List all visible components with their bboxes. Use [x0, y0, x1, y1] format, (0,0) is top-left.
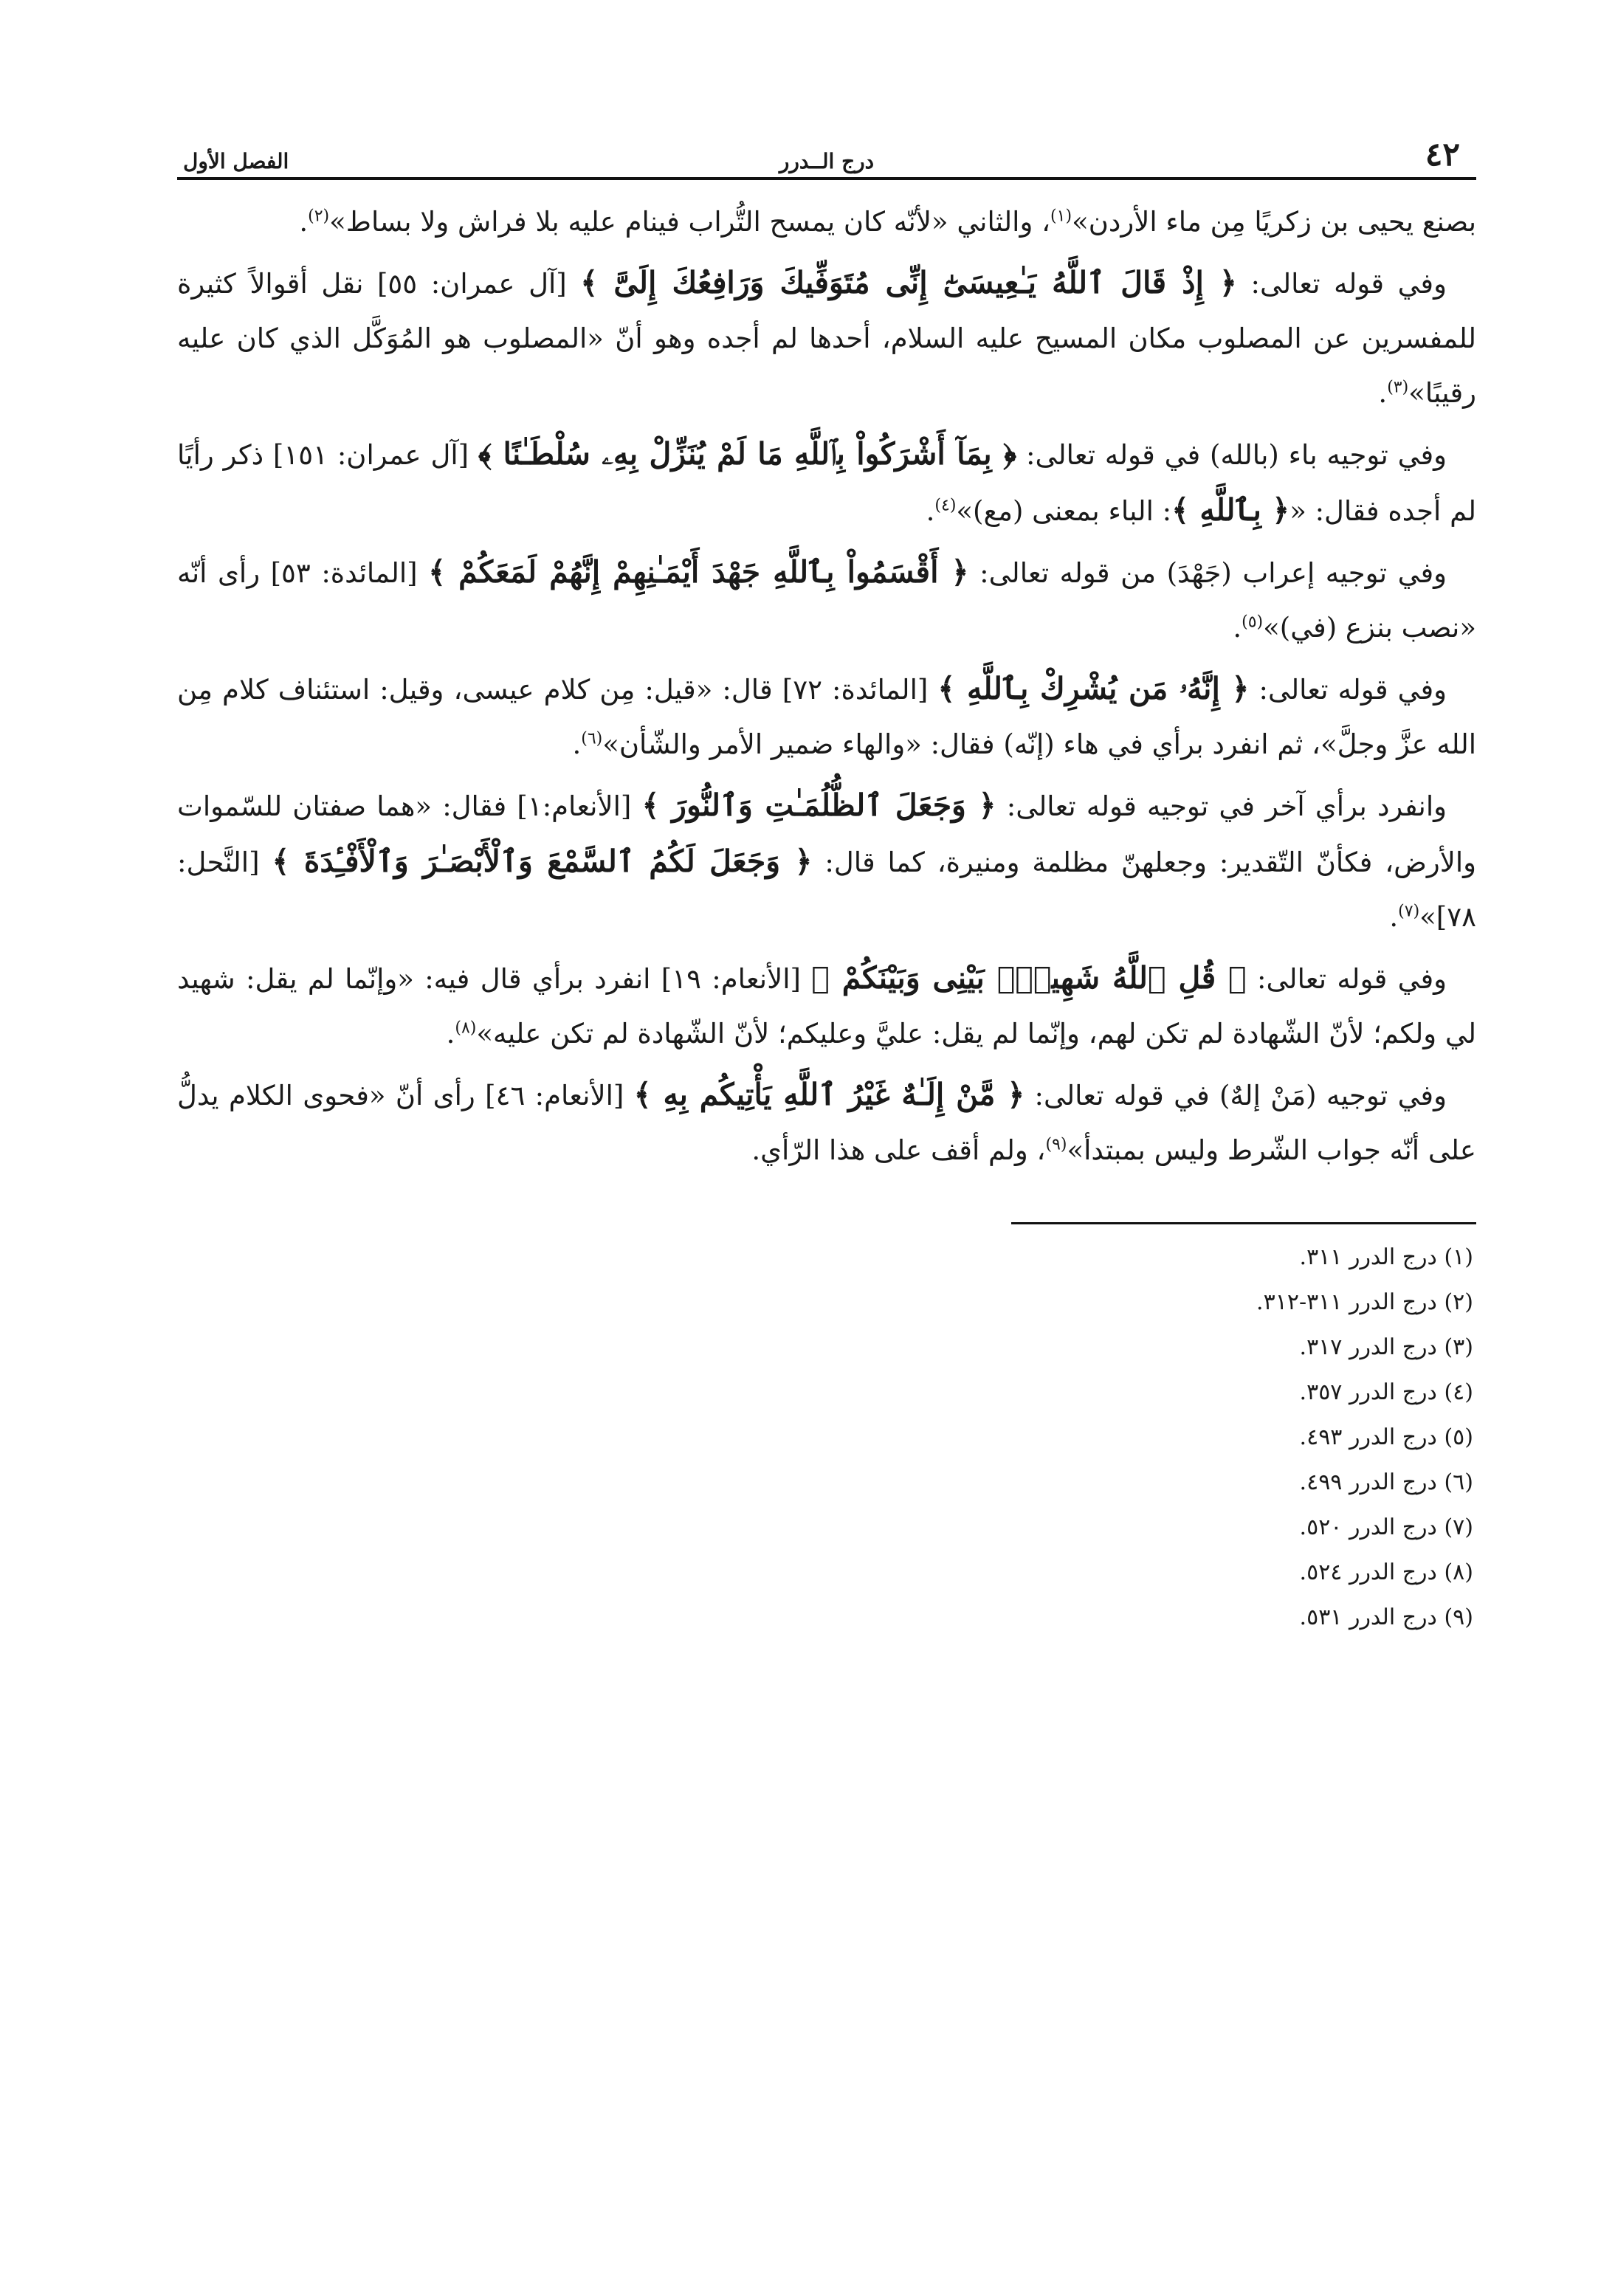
- text-run: .: [1389, 901, 1399, 933]
- quran-verse: ﴿ وَجَعَلَ ٱلظُّلُمَـٰتِ وَٱلنُّورَ ﴾: [641, 787, 996, 823]
- footnote: (٩) درج الدرر ٥٣١.: [1299, 1604, 1473, 1630]
- footnote-marker: (٤): [934, 496, 957, 515]
- footnotes: [177, 1235, 1476, 1640]
- footnote: (٥) درج الدرر ٤٩٣.: [1299, 1424, 1473, 1450]
- quran-verse: ﴿ أَقْسَمُواْ بِٱللَّهِ جَهْدَ أَيْمَـٰنِهِمْ إِنَّهُمْ لَمَعَكُمْ ﴾: [428, 554, 969, 590]
- paragraph: [177, 255, 1476, 421]
- quran-verse: ﴿ بِمَآ أَشْرَكُواْ بِٱللَّهِ مَا لَمْ يُنَزِّلْ بِهِۦ سُلْطَـٰنًا ﴾: [478, 436, 1017, 472]
- page-number: ٤٢: [1425, 136, 1460, 173]
- footnote: (٣) درج الدرر ٣١٧.: [1299, 1334, 1473, 1360]
- paragraph: [177, 661, 1476, 772]
- text-run: [الأنعام: ١٩] انفرد برأي قال فيه: «وإنّما لم يقل: شهيد لي ولكم؛ لأنّ الشّهادة لم تكن لهم، وإنّما لم يقل: عليَّ وعليكم؛ لأنّ الشّهادة لم تكن عليه»: [177, 963, 1476, 1049]
- footnote-marker: (٥): [1242, 613, 1264, 632]
- running-book-title: درج الــدرر: [779, 149, 875, 173]
- text-run: وفي توجيه (مَنْ إلهٌ) في قوله تعالى:: [1025, 1080, 1447, 1111]
- text-run: [المائدة: ٧٢] قال: «قيل: مِن كلام عيسى، وقيل: استئناف كلام مِن الله عزَّ وجلَّ»، ثم انفرد برأي في هاء (إنّه) فقال: «والهاء ضمير الأمر والشّأن»: [177, 674, 1476, 760]
- text-run: وفي قوله تعالى:: [1246, 963, 1447, 995]
- header-rule: [177, 177, 1476, 180]
- text-run: بصنع يحيى بن زكريًا مِن ماء الأردن»: [1072, 206, 1476, 238]
- text-run: .: [1233, 612, 1242, 644]
- text-run: [المائدة: ٥٣] رأى أنّه «نصب بنزع (في)»: [177, 557, 1476, 644]
- footnote: (١) درج الدرر ٣١١.: [1299, 1244, 1473, 1270]
- footnote: (٦) درج الدرر ٤٩٩.: [1299, 1469, 1473, 1495]
- quran-verse: ﴿ مَّنْ إِلَـٰهٌ غَيْرُ ٱللَّهِ يَأْتِيكُم بِهِ ﴾: [633, 1077, 1025, 1112]
- footnote: (٨) درج الدرر ٥٢٤.: [1299, 1559, 1473, 1585]
- text-run: [آل عمران: ١٥١] ذكر رأيًا لم أجده فقال: «: [177, 439, 1476, 527]
- text-run: وفي توجيه إعراب (جَهْدَ) من قوله تعالى:: [968, 557, 1447, 589]
- text-run: : الباء بمعنى (مع)»: [956, 495, 1172, 527]
- text-run: [آل عمران: ٥٥] نقل أقوالاً كثيرة للمفسرين عن المصلوب مكان المسيح عليه السلام، أحدها لم أجده وهو أنّ «المصلوب هو المُوَكَّل الذي كان عليه رقيبًا»: [177, 268, 1476, 409]
- quran-verse: ﴿ إِنَّهُۥ مَن يُشْرِكْ بِٱللَّهِ ﴾: [937, 671, 1250, 706]
- footnote: (٤) درج الدرر ٣٥٧.: [1299, 1379, 1473, 1405]
- text-run: وانفرد برأي آخر في توجيه قوله تعالى:: [996, 790, 1447, 822]
- paragraph: [177, 427, 1476, 539]
- paragraph: [177, 951, 1476, 1061]
- footnote-marker: (٦): [581, 729, 603, 748]
- footnote-marker: (٩): [1045, 1135, 1067, 1154]
- quran-verse: ﴿ بِٱللَّهِ ﴾: [1171, 492, 1290, 528]
- footnote-marker: (٣): [1387, 378, 1409, 397]
- book-page: [177, 111, 1476, 1640]
- paragraph: [177, 195, 1476, 249]
- footnote-separator: [1011, 1222, 1476, 1224]
- text-run: .: [572, 728, 582, 760]
- text-run: ، ولم أقف على هذا الرّأي.: [751, 1134, 1046, 1166]
- paragraph: [177, 1067, 1476, 1178]
- quran-verse: ﴿ وَجَعَلَ لَكُمُ ٱلسَّمْعَ وَٱلْأَبْصَـٰرَ وَٱلْأَفْـِٔدَةَ ﴾: [272, 844, 813, 879]
- text-run: وفي قوله تعالى:: [1249, 674, 1447, 706]
- footnote-marker: (١): [1050, 207, 1072, 226]
- footnote-marker: (٢): [308, 207, 330, 226]
- page-header: [177, 111, 1476, 177]
- paragraph: [177, 778, 1476, 945]
- footnote: (٧) درج الدرر ٥٢٠.: [1299, 1514, 1473, 1540]
- text-run: .: [446, 1018, 455, 1049]
- text-run: وفي قوله تعالى:: [1236, 268, 1447, 300]
- text-run: .: [1378, 377, 1388, 409]
- text-run: [النَّحل: ٧٨]»: [177, 847, 1476, 933]
- footnote-marker: (٧): [1398, 902, 1420, 921]
- quran-verse: ﴿ قُلِ ٱللَّهُ شَهِيدٌۢ بَيْنِى وَبَيْنَكُمْ ﴾: [811, 960, 1247, 996]
- paragraph: [177, 545, 1476, 655]
- text-run: وفي توجيه باء (بالله) في قوله تعالى:: [1016, 439, 1447, 471]
- footnote: (٢) درج الدرر ٣١١-٣١٢.: [1256, 1289, 1473, 1315]
- running-chapter-title: الفصل الأول: [183, 149, 289, 173]
- text-run: .: [299, 206, 309, 238]
- text-run: [الأنعام: ٤٦] رأى أنّ «فحوى الكلام يدلُّ على أنّه جواب الشّرط وليس بمبتدأ»: [177, 1080, 1476, 1166]
- text-run: ، والثاني «لأنّه كان يمسح التُّراب فينام عليه بلا فراش ولا بساط»: [329, 206, 1051, 238]
- text-run: .: [926, 495, 935, 527]
- quran-verse: ﴿ إِذْ قَالَ ٱللَّهُ يَـٰعِيسَىٰٓ إِنِّى مُتَوَفِّيكَ وَرَافِعُكَ إِلَىَّ ﴾: [580, 265, 1237, 300]
- text-run: [الأنعام:١] فقال: «هما صفتان للسّموات والأرض، فكأنّ التّقدير: وجعلهنّ مظلمة ومنيرة، كما قال:: [177, 790, 1476, 878]
- footnote-marker: (٨): [455, 1018, 477, 1038]
- body-text: [177, 195, 1476, 1178]
